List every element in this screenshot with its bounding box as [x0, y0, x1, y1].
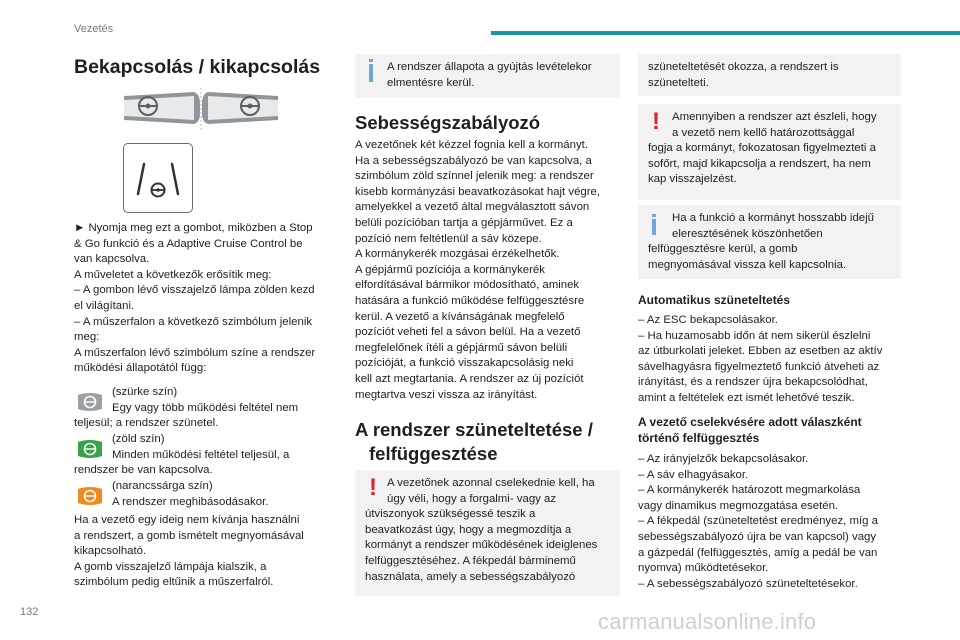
heading-on-off: Bekapcsolás / kikapcsolás [74, 56, 321, 78]
warning-icon: ! [369, 474, 377, 501]
heading-automatic-pause: Automatikus szüneteltetés [638, 293, 791, 307]
continued-box: szüneteltetését okozza, a rendszert is szünetelteti. [638, 54, 901, 96]
header-accent-bar [491, 31, 960, 35]
lane-positioning-button [123, 143, 193, 213]
watermark: carmanualsonline.info [598, 609, 817, 634]
info-box-state-saved: A rendszer állapota a gyújtás levételekor elmentésre kerül. [355, 54, 620, 98]
heading-pause-suspend: A rendszer szüneteltetése / felfüggesztése [355, 419, 593, 464]
intro-text: ► Nyomja meg ezt a gombot, miközben a Stop & Go funkció és a Adaptive Cruise Control be van kapcsolva. A műveletet a következők erősítik meg: – A gombon lévő visszajelző lámpa zölden kezd el világítani. – A műszerfalon a következő szimbólum jelenik meg: A műszerfalon lévő szimbólum színe a rendszer működési állapotától függ: [74, 222, 316, 375]
steering-symbol-green-icon [76, 438, 104, 460]
warning-icon: ! [652, 108, 660, 135]
info-box-reactivate: Ha a funkció a kormányt hosszabb idejű eleresztésének köszönhetően felfüggesztésre kerül, a gomb megnyomásával vissza kell kapcsolnia. [638, 205, 901, 279]
lane-assist-icon [124, 144, 192, 212]
warning-box-driver-action: ! A vezetőnek azonnal cselekednie kell, ha úgy véli, hogy a forgalmi- vagy az útviszonyok szükségessé teszik a beavatkozást úgy, hogy a megmozdítja a kormányt a rendszer működésének ideiglenes felfüggesztéséhez. A fékpedál bárminemű használata, amely a sebességszabályozó [355, 470, 620, 596]
page-number: 132 [20, 606, 39, 618]
outro-text: Ha a vezető egy ideig nem kívánja használni a rendszert, a gomb ismételt megnyomásával kikapcsolható. A gomb visszajelző lámpája kialszik, a szimbólum pedig eltűnik a műszerfalról. [74, 514, 304, 589]
steering-buttons-illustration [124, 86, 278, 132]
info-icon [369, 64, 373, 82]
steering-symbol-orange-icon [76, 485, 104, 507]
driver-suspend-text: – Az irányjelzők bekapcsolásakor. – A sáv elhagyásakor. – A kormánykerék határozott megmarkolása vagy dinamikus megmozgatása esetén. – A fékpedál (szüneteltetést eredményez, míg a sebességszabályozó újra be van kapcsol) vagy a gázpedál (felfüggesztés, amíg a pedál be van nyomva) működtetésekor. – A sebességszabályozó szüneteltetésekor. [638, 453, 878, 590]
speed-controller-text: A vezetőnek két kézzel fognia kell a kormányt. Ha a sebességszabályozó be van kapcsolva, a szimbólum zöld színnel jelenik meg: a rendszer kisebb kormányzási beavatkozásokat hajt végre, amelyekkel a vezető által megválasztott sávon belüli pozícióban tartja a gépjárművet. Ez a pozíció nem feltétlenül a sáv közepe. A kormánykerék mozgásai érzékelhetők. A gépjármű pozíciója a kormánykerék elfordításával bármikor módosítható, aminek hatására a funkció működése felfüggesztésre kerül. A vezető a kívánságának megfelelő pozíciót veheti fel a sávon belül. Ha a vezető megfelelőnek ítéli a gépjármű sávon belüli pozícióját, a funkció visszakapcsolásig neki kell azt megtartania. A rendszer az új pozíciót megtartva veszi vissza az irányítást. [355, 139, 601, 401]
heading-driver-suspend: A vezető cselekvésére adott válaszként történő felfüggesztés [638, 415, 862, 445]
warning-box-hands-off: ! Amennyiben a rendszer azt észleli, hogy a vezető nem kellő határozottsággal fogja a kormányt, fokozatosan figyelmezteti a sofőrt, majd kikapcsolja a rendszert, ha nem kap visszajelzést. [638, 104, 901, 200]
automatic-pause-text: – Az ESC bekapcsolásakor. – Ha huzamosabb időn át nem sikerül észlelni az útburkolati jeleket. Ebben az esetben az aktív sávelhagyásra figyelmeztető funkció átveheti az irányítást, és a rendszer újra bekapcsolódhat, amint a feltételek ezt ismét lehetővé teszik. [638, 314, 883, 404]
steering-symbol-grey-icon [76, 391, 104, 413]
heading-speed-controller: Sebességszabályozó [355, 112, 541, 133]
section-header: Vezetés [74, 23, 114, 35]
